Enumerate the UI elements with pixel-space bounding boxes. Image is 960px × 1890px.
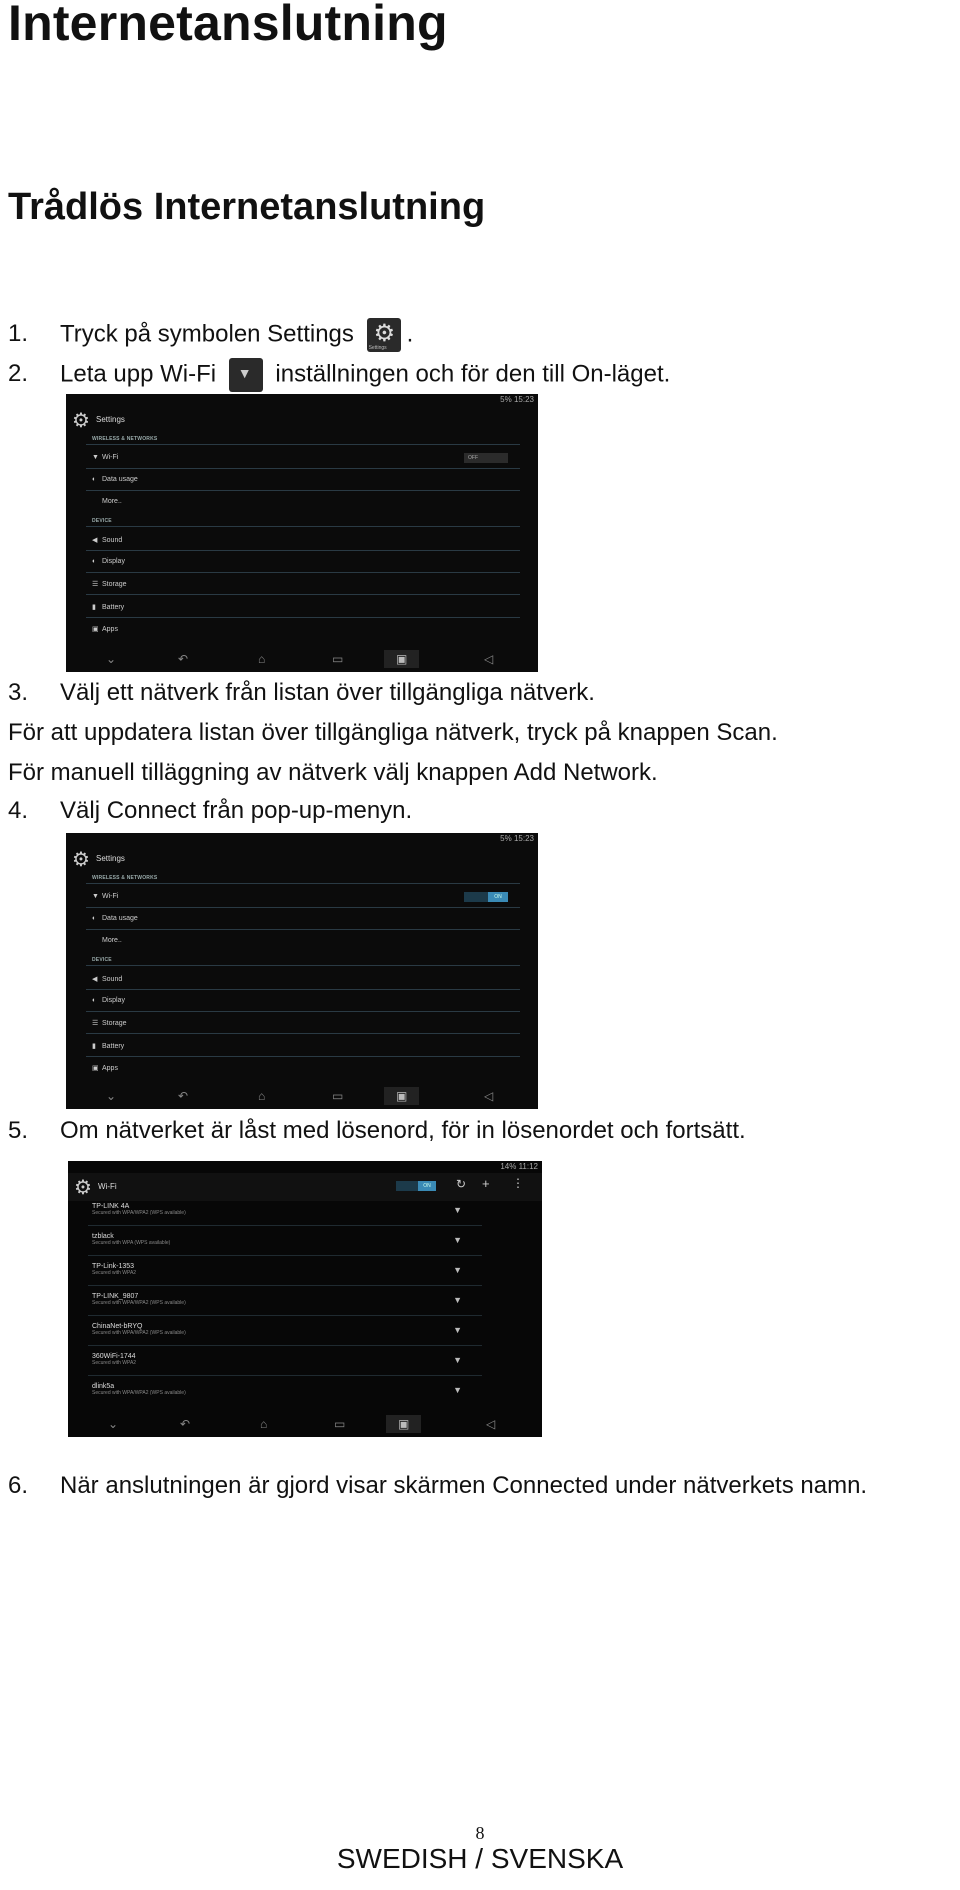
status-bar: 5% 15:23 [500,395,534,404]
battery-icon: ▮ [92,604,96,611]
settings-item-apps[interactable]: ▣ Apps [92,1065,118,1072]
section-wireless: WIRELESS & NETWORKS [92,436,158,442]
recents-icon[interactable]: ▭ [332,652,344,666]
wifi-signal-icon: ▼ [453,1205,462,1215]
collapse-icon[interactable]: ⌄ [108,1417,119,1431]
page-title: Internetanslutning [8,0,448,51]
back-icon[interactable]: ↶ [178,652,189,666]
display-icon: ◐ [92,558,97,565]
wifi-signal-icon: ▼ [453,1235,462,1245]
add-network-icon[interactable]: + [482,1176,490,1191]
paragraph-update: För att uppdatera listan över tillgängliga nätverk, tryck på knappen Scan. [8,719,778,746]
home-icon[interactable]: ⌂ [258,652,266,666]
back-icon[interactable]: ↶ [178,1089,189,1103]
settings-item-sound[interactable]: ◀ Sound [92,537,123,544]
settings-screenshot-wifi-off [66,394,538,672]
wifi-toggle[interactable]: ON [464,892,508,902]
network-item[interactable]: TP-LINK 4A Secured with WPA/WPA2 (WPS available) ▼ [92,1203,462,1216]
settings-item-battery[interactable]: ▮ Battery [92,604,125,611]
wifi-signal-icon: ▼ [453,1385,462,1395]
wifi-signal-icon: ▼ [453,1295,462,1305]
wifi-icon: ▼ [92,454,99,461]
scan-icon[interactable]: ↻ [456,1177,467,1191]
apps-icon: ▣ [92,626,99,633]
settings-item-storage[interactable]: ☰ Storage [92,581,127,588]
wifi-toggle[interactable]: ON [396,1181,436,1191]
gear-icon: ⚙ [72,849,90,871]
screenshot-icon[interactable]: ▣ [384,1087,419,1105]
sound-icon: ◀ [92,537,98,544]
wifi-toggle[interactable]: OFF [464,453,508,463]
recents-icon[interactable]: ▭ [334,1417,346,1431]
volume-icon[interactable]: ◁ [484,1089,494,1103]
display-icon: ◐ [92,997,97,1004]
section-wireless: WIRELESS & NETWORKS [92,875,158,881]
network-item[interactable]: TP-LINK_9807 Secured with WPA/WPA2 (WPS available) ▼ [92,1293,462,1306]
screenshot-icon[interactable]: ▣ [386,1415,421,1433]
settings-item-data-usage[interactable]: ◐ Data usage [92,476,138,483]
storage-icon: ☰ [92,1020,99,1027]
settings-item-more[interactable]: More.. [102,498,122,505]
wifi-signal-icon: ▼ [453,1265,462,1275]
settings-item-wifi[interactable]: ▼ Wi-Fi [92,454,119,461]
wifi-signal-icon: ▼ [453,1325,462,1335]
settings-screenshot-wifi-on [66,833,538,1109]
settings-item-battery[interactable]: ▮ Battery [92,1043,125,1050]
step-6: 6. När anslutningen är gjord visar skärmen Connected under nätverkets namn. [8,1472,868,1499]
app-bar: ⚙ Wi-Fi ON ↻ + ⋮ [68,1173,542,1201]
paragraph-manual: För manuell tilläggning av nätverk välj knappen Add Network. [8,759,658,786]
home-icon[interactable]: ⌂ [258,1089,266,1103]
battery-icon: ▮ [92,1043,96,1050]
collapse-icon[interactable]: ⌄ [106,652,117,666]
step-4: 4. Välj Connect från pop-up-menyn. [8,797,413,824]
network-item[interactable]: tzblack Secured with WPA (WPS available) ▼ [92,1233,462,1246]
wifi-icon: ▼ [92,893,99,900]
wifi-list-screenshot [68,1161,542,1437]
section-device: DEVICE [92,518,112,524]
settings-item-display[interactable]: ◐ Display [92,558,125,565]
network-item[interactable]: ChinaNet-bRYQ Secured with WPA/WPA2 (WPS available) ▼ [92,1323,462,1336]
settings-item-storage[interactable]: ☰ Storage [92,1020,127,1027]
wifi-icon [229,358,263,392]
more-options-icon[interactable]: ⋮ [512,1176,524,1190]
step-5: 5. Om nätverket är låst med lösenord, för in lösenordet och fortsätt. [8,1117,746,1144]
app-bar: ⚙ Settings [72,410,125,432]
app-bar: ⚙ Settings [72,849,125,871]
screenshot-icon[interactable]: ▣ [384,650,419,668]
sound-icon: ◀ [92,976,98,983]
gear-icon: ⚙ [72,410,90,432]
network-item[interactable]: 360WiFi-1744 Secured with WPA2 ▼ [92,1353,462,1366]
volume-icon[interactable]: ◁ [486,1417,496,1431]
footer-language: SWEDISH / SVENSKA [336,1843,624,1874]
step-1: 1. Tryck på symbolen Settings Settings ⚙. [8,318,413,352]
settings-app-icon: Settings ⚙ [367,318,401,352]
data-usage-icon: ◐ [92,476,97,483]
step-2: 2. Leta upp Wi-Fi ▼ inställningen och för den till On-läget. [8,358,670,392]
network-item[interactable]: TP-Link-1353 Secured with WPA2 ▼ [92,1263,462,1276]
step-3: 3. Välj ett nätverk från listan över tillgängliga nätverk. [8,679,595,706]
settings-item-wifi[interactable]: ▼ Wi-Fi [92,893,119,900]
nav-bar [68,1411,542,1437]
section-title: Trådlös Internetanslutning [8,186,486,228]
status-bar: 14% 11:12 [500,1162,538,1171]
storage-icon: ☰ [92,581,99,588]
section-device: DEVICE [92,957,112,963]
wifi-signal-icon: ▼ [453,1355,462,1365]
settings-item-apps[interactable]: ▣ Apps [92,626,118,633]
collapse-icon[interactable]: ⌄ [106,1089,117,1103]
gear-icon: ⚙ [74,1177,92,1199]
volume-icon[interactable]: ◁ [484,652,494,666]
network-item[interactable]: dlink5a Secured with WPA/WPA2 (WPS available) ▼ [92,1383,462,1396]
settings-item-more[interactable]: More.. [102,937,122,944]
nav-bar [66,1083,538,1109]
settings-item-display[interactable]: ◐ Display [92,997,125,1004]
settings-item-data-usage[interactable]: ◐ Data usage [92,915,138,922]
page-number: 8 [475,1823,485,1843]
back-icon[interactable]: ↶ [180,1417,191,1431]
apps-icon: ▣ [92,1065,99,1072]
home-icon[interactable]: ⌂ [260,1417,268,1431]
settings-item-sound[interactable]: ◀ Sound [92,976,123,983]
status-bar: 5% 15:23 [500,834,534,843]
data-usage-icon: ◐ [92,915,97,922]
nav-bar [66,646,538,672]
recents-icon[interactable]: ▭ [332,1089,344,1103]
